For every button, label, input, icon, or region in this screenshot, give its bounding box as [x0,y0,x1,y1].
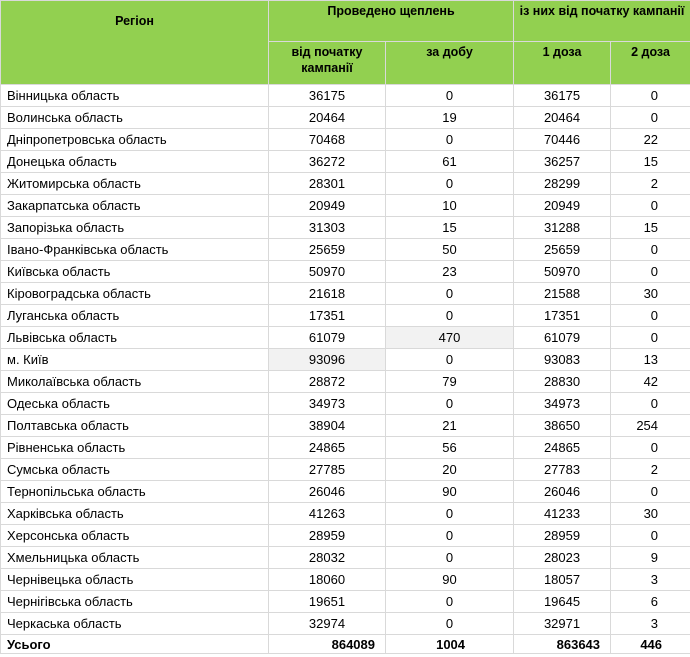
region-cell: Рівненська область [1,437,269,459]
dose2-cell: 0 [611,393,690,415]
since-start-cell: 28959 [269,525,386,547]
region-cell: Закарпатська область [1,195,269,217]
since-start-cell: 19651 [269,591,386,613]
dose2-cell: 0 [611,195,690,217]
total-dose2: 446 [611,635,690,654]
dose2-cell: 30 [611,503,690,525]
per-day-cell: 90 [386,481,514,503]
dose1-cell: 27783 [514,459,611,481]
region-cell: Донецька область [1,151,269,173]
dose1-cell: 31288 [514,217,611,239]
table-row [1,503,690,525]
dose1-cell: 21588 [514,283,611,305]
total-row [1,635,690,654]
table-row [1,349,690,371]
header-since-start: від початку кампанії [269,42,386,85]
dose1-cell: 36257 [514,151,611,173]
dose2-cell: 2 [611,173,690,195]
dose2-cell: 0 [611,107,690,129]
dose1-cell: 19645 [514,591,611,613]
dose1-cell: 20464 [514,107,611,129]
dose2-cell: 0 [611,327,690,349]
dose2-cell: 15 [611,151,690,173]
header-dose1: 1 доза [514,42,611,85]
dose2-cell: 254 [611,415,690,437]
table-row [1,129,690,151]
table-row [1,217,690,239]
header-dose2: 2 доза [611,42,690,85]
per-day-cell: 470 [386,327,514,349]
table-row [1,85,690,107]
per-day-cell: 0 [386,547,514,569]
region-cell: Херсонська область [1,525,269,547]
dose1-cell: 28299 [514,173,611,195]
table-row [1,195,690,217]
since-start-cell: 50970 [269,261,386,283]
header-region: Регіон [1,1,269,85]
region-cell: Хмельницька область [1,547,269,569]
dose2-cell: 22 [611,129,690,151]
dose1-cell: 70446 [514,129,611,151]
region-cell: Тернопільська область [1,481,269,503]
dose2-cell: 3 [611,569,690,591]
per-day-cell: 0 [386,525,514,547]
total-dose1: 863643 [514,635,611,654]
table-row [1,327,690,349]
dose1-cell: 18057 [514,569,611,591]
dose2-cell: 0 [611,305,690,327]
region-cell: м. Київ [1,349,269,371]
table-row [1,415,690,437]
per-day-cell: 61 [386,151,514,173]
header-per-day: за добу [386,42,514,85]
region-cell: Черкаська область [1,613,269,635]
since-start-cell: 25659 [269,239,386,261]
table-row [1,283,690,305]
dose1-cell: 28959 [514,525,611,547]
since-start-cell: 20464 [269,107,386,129]
dose2-cell: 2 [611,459,690,481]
dose1-cell: 38650 [514,415,611,437]
since-start-cell: 20949 [269,195,386,217]
since-start-cell: 41263 [269,503,386,525]
per-day-cell: 0 [386,129,514,151]
since-start-cell: 17351 [269,305,386,327]
total-since-start: 864089 [269,635,386,654]
region-cell: Полтавська область [1,415,269,437]
region-cell: Івано-Франківська область [1,239,269,261]
since-start-cell: 36272 [269,151,386,173]
per-day-cell: 0 [386,85,514,107]
dose1-cell: 50970 [514,261,611,283]
per-day-cell: 0 [386,503,514,525]
region-cell: Вінницька область [1,85,269,107]
table-row [1,305,690,327]
region-cell: Чернігівська область [1,591,269,613]
dose1-cell: 26046 [514,481,611,503]
region-cell: Київська область [1,261,269,283]
table-row [1,261,690,283]
table-row [1,481,690,503]
region-cell: Одеська область [1,393,269,415]
dose1-cell: 24865 [514,437,611,459]
dose1-cell: 28830 [514,371,611,393]
dose2-cell: 0 [611,239,690,261]
per-day-cell: 79 [386,371,514,393]
since-start-cell: 32974 [269,613,386,635]
per-day-cell: 20 [386,459,514,481]
per-day-cell: 0 [386,613,514,635]
dose1-cell: 25659 [514,239,611,261]
dose2-cell: 30 [611,283,690,305]
dose2-cell: 0 [611,261,690,283]
dose2-cell: 42 [611,371,690,393]
per-day-cell: 15 [386,217,514,239]
region-cell: Чернівецька область [1,569,269,591]
per-day-cell: 0 [386,283,514,305]
since-start-cell: 18060 [269,569,386,591]
region-cell: Кіровоградська область [1,283,269,305]
since-start-cell: 27785 [269,459,386,481]
per-day-cell: 10 [386,195,514,217]
since-start-cell: 28872 [269,371,386,393]
table-row [1,613,690,635]
dose1-cell: 34973 [514,393,611,415]
table-row [1,459,690,481]
table-row [1,569,690,591]
region-cell: Харківська область [1,503,269,525]
total-per-day: 1004 [386,635,514,654]
since-start-cell: 31303 [269,217,386,239]
per-day-cell: 50 [386,239,514,261]
table-row [1,371,690,393]
since-start-cell: 93096 [269,349,386,371]
per-day-cell: 90 [386,569,514,591]
dose2-cell: 13 [611,349,690,371]
region-cell: Волинська область [1,107,269,129]
table-row [1,591,690,613]
since-start-cell: 36175 [269,85,386,107]
per-day-cell: 56 [386,437,514,459]
per-day-cell: 23 [386,261,514,283]
dose1-cell: 93083 [514,349,611,371]
table-row [1,393,690,415]
dose2-cell: 3 [611,613,690,635]
region-cell: Луганська область [1,305,269,327]
per-day-cell: 0 [386,591,514,613]
dose2-cell: 6 [611,591,690,613]
dose2-cell: 9 [611,547,690,569]
since-start-cell: 21618 [269,283,386,305]
table-row [1,525,690,547]
dose1-cell: 61079 [514,327,611,349]
table-row [1,151,690,173]
since-start-cell: 28301 [269,173,386,195]
per-day-cell: 0 [386,305,514,327]
dose2-cell: 0 [611,525,690,547]
since-start-cell: 28032 [269,547,386,569]
since-start-cell: 34973 [269,393,386,415]
since-start-cell: 38904 [269,415,386,437]
table-row [1,107,690,129]
table-row [1,239,690,261]
since-start-cell: 26046 [269,481,386,503]
table-row [1,547,690,569]
per-day-cell: 0 [386,393,514,415]
per-day-cell: 0 [386,173,514,195]
table-row [1,437,690,459]
since-start-cell: 61079 [269,327,386,349]
dose2-cell: 0 [611,85,690,107]
dose1-cell: 20949 [514,195,611,217]
dose1-cell: 32971 [514,613,611,635]
table-row [1,173,690,195]
region-cell: Львівська область [1,327,269,349]
region-cell: Сумська область [1,459,269,481]
since-start-cell: 24865 [269,437,386,459]
per-day-cell: 19 [386,107,514,129]
dose1-cell: 17351 [514,305,611,327]
header-vaccinations-done: Проведено щеплень [269,1,514,42]
dose2-cell: 15 [611,217,690,239]
region-cell: Дніпропетровська область [1,129,269,151]
per-day-cell: 21 [386,415,514,437]
region-cell: Запорізька область [1,217,269,239]
per-day-cell: 0 [386,349,514,371]
dose2-cell: 0 [611,481,690,503]
dose1-cell: 36175 [514,85,611,107]
header-of-them-since-start: із них від початку кампанії [514,1,690,42]
dose1-cell: 41233 [514,503,611,525]
since-start-cell: 70468 [269,129,386,151]
total-label: Усього [1,635,269,654]
dose1-cell: 28023 [514,547,611,569]
region-cell: Житомирська область [1,173,269,195]
dose2-cell: 0 [611,437,690,459]
region-cell: Миколаївська область [1,371,269,393]
table-body [1,85,690,654]
